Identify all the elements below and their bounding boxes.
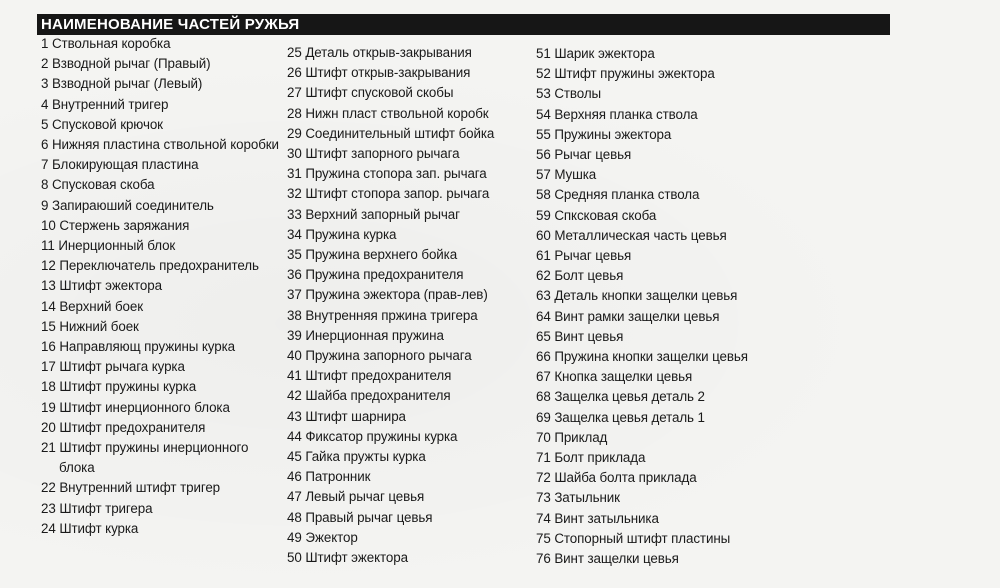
part-list-item: 49 Эжектор xyxy=(287,529,358,545)
part-list-item: 18 Штифт пружины курка xyxy=(41,379,197,395)
part-list-item: 53 Стволы xyxy=(536,86,602,102)
parts-column-1 xyxy=(41,34,281,539)
part-list-item: 16 Направляющ пружины курка xyxy=(41,339,236,355)
part-list-item: 33 Верхний запорный рычаг xyxy=(287,206,460,222)
part-list-item: 19 Штифт инерционного блока xyxy=(41,399,230,415)
part-list-item: 55 Пружины эжектора xyxy=(536,126,672,142)
part-list-item: 24 Штифт курка xyxy=(41,520,139,536)
part-list-item: 44 Фиксатор пружины курка xyxy=(287,428,458,444)
part-list-item: 42 Шайба предохранителя xyxy=(287,388,451,404)
part-list-item: 66 Пружина кнопки защелки цевья xyxy=(536,349,748,365)
part-list-item: 45 Гайка пружты курка xyxy=(287,449,426,465)
part-list-item: 73 Затыльник xyxy=(536,490,620,506)
part-list-item: 20 Штифт предохранителя xyxy=(41,419,206,435)
part-list-item: 46 Патронник xyxy=(287,469,371,485)
part-list-item: 50 Штифт эжектора xyxy=(287,550,408,566)
part-list-item: 37 Пружина эжектора (прав-лев) xyxy=(287,287,488,303)
part-list-item: 54 Верхняя планка ствола xyxy=(536,106,698,122)
part-list-item: 74 Винт затыльника xyxy=(536,510,659,526)
part-list-item: 22 Внутренний штифт тригер xyxy=(41,480,221,496)
part-list-item: 6 Нижняя пластина ствольной коробки xyxy=(41,137,279,153)
part-list-item: 14 Верхний боек xyxy=(41,298,143,314)
part-list-item: 58 Средняя планка ствола xyxy=(536,187,700,203)
part-list-item: 17 Штифт рычага курка xyxy=(41,359,185,375)
part-list-item: 21 Штифт пружины инерционного блока xyxy=(41,440,249,476)
part-list-item: 3 Взводной рычаг (Левый) xyxy=(41,76,203,92)
parts-column-2 xyxy=(287,43,527,568)
part-list-item: 63 Деталь кнопки защелки цевья xyxy=(536,288,738,304)
part-list-item: 9 Запираюший соединитель xyxy=(41,197,214,213)
part-list-item: 52 Штифт пружины эжектора xyxy=(536,66,715,82)
part-list-item: 2 Взводной рычаг (Правый) xyxy=(41,56,211,72)
part-list-item: 5 Спусковой крючок xyxy=(41,116,163,132)
part-list-item: 70 Приклад xyxy=(536,429,608,445)
part-list-item: 43 Штифт шарнира xyxy=(287,408,406,424)
part-list-item: 57 Мушка xyxy=(536,167,597,183)
part-list-item: 25 Деталь открыв-закрывания xyxy=(287,45,472,60)
part-list-item: 76 Винт защелки цевья xyxy=(536,551,679,567)
part-list-item: 28 Нижн пласт ствольной коробк xyxy=(287,105,489,121)
part-list-item: 35 Пружина верхнего бойка xyxy=(287,247,458,263)
part-list-item: 60 Металлическая часть цевья xyxy=(536,227,727,243)
part-list-item: 7 Блокирующая пластина xyxy=(41,157,199,173)
part-list-item: 12 Переключатель предохранитель xyxy=(41,258,259,274)
part-list-item: 29 Соединительный штифт бойка xyxy=(287,125,495,141)
part-list-item: 40 Пружина запорного рычага xyxy=(287,348,472,364)
part-list-item: 27 Штифт спусковой скобы xyxy=(287,85,454,101)
part-list-item: 34 Пружина курка xyxy=(287,226,397,242)
part-list-item: 72 Шайба болта приклада xyxy=(536,470,697,486)
part-list-item: 8 Спусковая скоба xyxy=(41,177,155,193)
part-list-item: 41 Штифт предохранителя xyxy=(287,368,452,384)
part-list-item: 32 Штифт стопора запор. рычага xyxy=(287,186,490,202)
part-list-item: 31 Пружина стопора зап. рычага xyxy=(287,166,487,182)
part-list-item: 62 Болт цевья xyxy=(536,268,624,284)
part-list-item: 1 Ствольная коробка xyxy=(41,36,171,51)
part-list-item: 59 Спксковая скоба xyxy=(536,207,657,223)
title-bar xyxy=(37,14,890,35)
part-list-item: 4 Внутренний тригер xyxy=(41,96,169,112)
part-list-item: 11 Инерционный блок xyxy=(41,238,176,254)
part-list-item: 30 Штифт запорного рычага xyxy=(287,146,460,162)
parts-column-3 xyxy=(536,44,776,569)
part-list-item: 23 Штифт тригера xyxy=(41,500,153,516)
part-list-item: 69 Защелка цевья деталь 1 xyxy=(536,409,705,425)
part-list-item: 15 Нижний боек xyxy=(41,318,139,334)
part-list-item: 68 Защелка цевья деталь 2 xyxy=(536,389,705,405)
part-list-item: 75 Стопорный штифт пластины xyxy=(536,530,731,546)
part-list-item: 13 Штифт эжектора xyxy=(41,278,162,294)
part-list-item: 36 Пружина предохранителя xyxy=(287,267,464,283)
page-title: НАИМЕНОВАНИЕ ЧАСТЕЙ РУЖЬЯ xyxy=(41,16,300,33)
part-list-item: 38 Внутренняя пржина тригера xyxy=(287,307,478,323)
part-list-item: 64 Винт рамки защелки цевья xyxy=(536,308,720,324)
part-list-item: 61 Рычаг цевья xyxy=(536,248,632,264)
part-list-item: 71 Болт приклада xyxy=(536,450,646,466)
part-list-item: 47 Левый рычаг цевья xyxy=(287,489,425,505)
part-list-item: 51 Шарик эжектора xyxy=(536,46,655,61)
part-list-item: 26 Штифт открыв-закрывания xyxy=(287,65,471,81)
part-list-item: 10 Стержень заряжания xyxy=(41,217,190,233)
part-list-item: 48 Правый рычаг цевья xyxy=(287,509,433,525)
part-list-item: 65 Винт цевья xyxy=(536,328,624,344)
part-list-item: 56 Рычаг цевья xyxy=(536,147,632,163)
part-list-item: 67 Кнопка защелки цевья xyxy=(536,369,693,385)
part-list-item: 39 Инерционная пружина xyxy=(287,327,444,343)
